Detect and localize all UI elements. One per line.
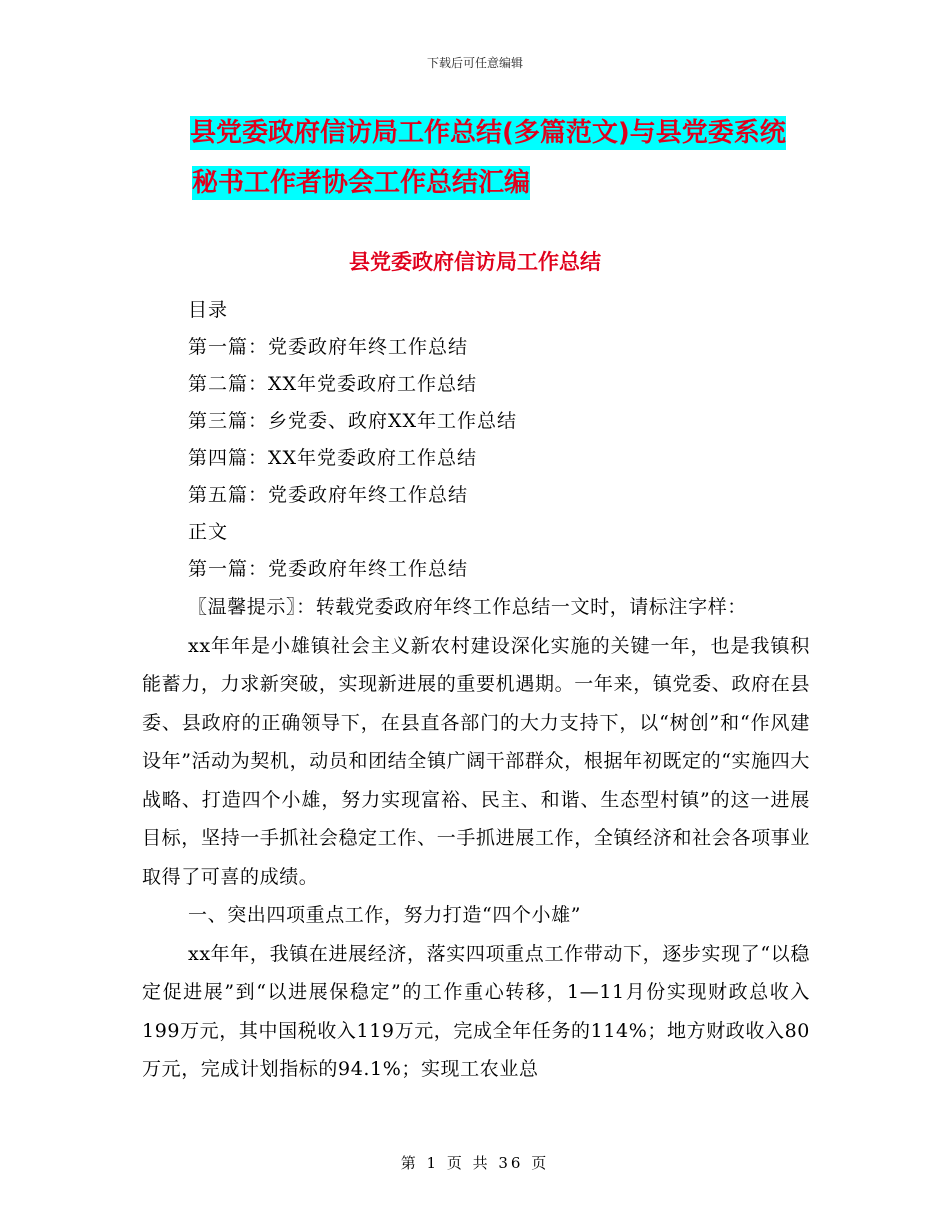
body-heading: 正文 <box>188 521 229 543</box>
toc-item: 第三篇：乡党委、政府XX年工作总结 <box>188 410 518 432</box>
toc-heading: 目录 <box>188 299 229 321</box>
table-of-contents <box>188 292 517 588</box>
title-line-1: 县党委政府信访局工作总结(多篇范文)与县党委系统 <box>190 118 786 148</box>
page-footer: 第 1 页 共 36 页 <box>400 1154 550 1172</box>
toc-item: 第二篇：XX年党委政府工作总结 <box>188 373 478 395</box>
document-title <box>190 108 830 208</box>
paragraph: xx年年，我镇在进展经济，落实四项重点工作带动下，逐步实现了“以稳定促进展”到“以进展保稳定”的工作重心转移，1—11月份实现财政总收入199万元，其中国税收入119万元，完成全年任务的114%；地方财政收入80万元，完成计划指标的94.1%；实现工农业总 <box>142 942 810 1080</box>
header-note: 下载后可任意编辑 <box>426 56 523 70</box>
first-article-heading: 第一篇：党委政府年终工作总结 <box>188 558 469 580</box>
title-line-2: 秘书工作者协会工作总结汇编 <box>192 168 531 198</box>
toc-item: 第五篇：党委政府年终工作总结 <box>188 484 469 506</box>
toc-item: 第四篇：XX年党委政府工作总结 <box>188 447 478 469</box>
paragraph: xx年年是小雄镇社会主义新农村建设深化实施的关键一年，也是我镇积能蓄力，力求新突破，实现新进展的重要机遇期。一年来，镇党委、政府在县委、县政府的正确领导下，在县直各部门的大力支持下，以“树创”和“作风建设年”活动为契机，动员和团结全镇广阔干部群众，根据年初既定的“实施四大战略、打造四个小雄，努力实现富裕、民主、和谐、生态型村镇”的这一进展目标，坚持一手抓社会稳定工作、一手抓进展工作，全镇经济和社会各项事业取得了可喜的成绩。 <box>142 634 810 888</box>
section-title: 县党委政府信访局工作总结 <box>349 250 601 274</box>
document-body <box>142 588 810 1089</box>
notice-line: 〖温馨提示〗：转载党委政府年终工作总结一文时，请标注字样： <box>188 596 747 618</box>
toc-item: 第一篇：党委政府年终工作总结 <box>188 336 469 358</box>
subheading: 一、突出四项重点工作，努力打造“四个小雄” <box>188 904 582 926</box>
